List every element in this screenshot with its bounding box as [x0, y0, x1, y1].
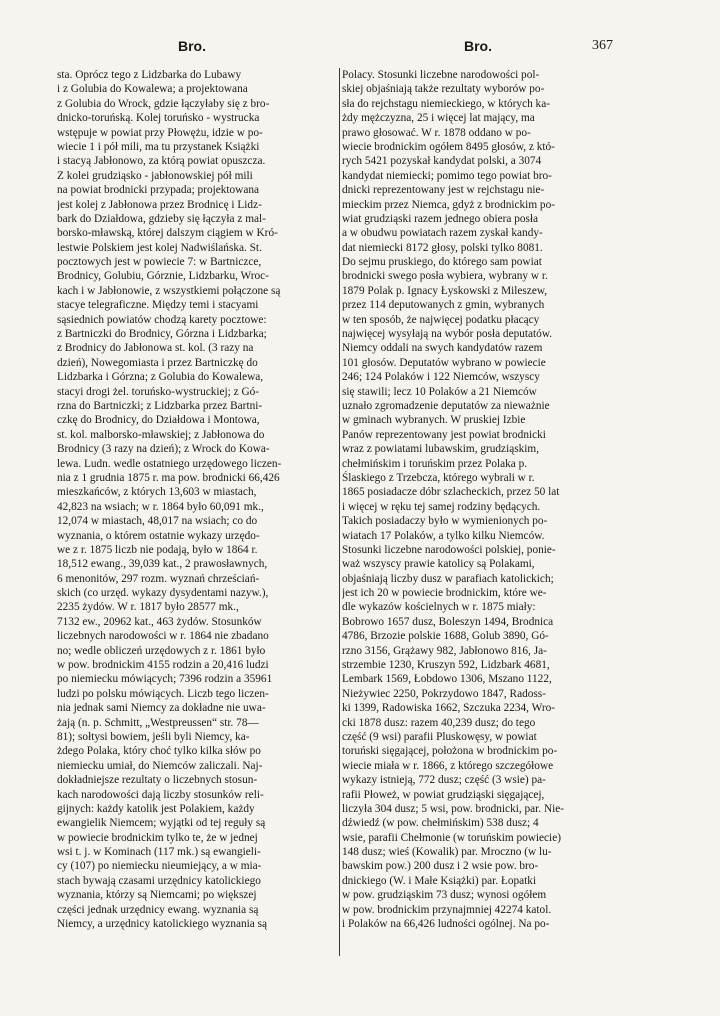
text-line: kach narodowości dają liczby stosunków reli- [57, 788, 264, 801]
text-line: wstępuje w powiat przy Płowężu, idzie w po- [57, 126, 263, 139]
text-line: 42,823 na wsiach; w r. 1864 było 60,091 mk., [57, 500, 264, 513]
text-line: st. kol. malborsko-mławskiej; z Jabłonowa do [57, 428, 265, 441]
text-line: Niemcy, a urzędnicy katolickiego wyznania są [57, 918, 268, 931]
text-line: Stosunki liczebne narodowości polskiej, ponie- [342, 543, 556, 556]
text-line: stacyi drogi żel. toruńsko-wystruckiej; z Gó- [57, 385, 260, 398]
text-line: Z kolei grudziąsko - jabłonowskiej pół mili [57, 169, 253, 182]
text-line: bark do Działdowa, gdzieby się łączyła z mal- [57, 212, 266, 225]
text-line: wyznania, o którem ostatnie wykazy urzędo- [57, 529, 260, 542]
left-text-column [57, 68, 339, 931]
text-line: rzna do Bartniczki; z Lidzbarka przez Bartni- [57, 399, 263, 412]
running-head-right: Bro. [464, 38, 492, 54]
text-line: prawo głosować. W r. 1878 oddano w po- [342, 126, 531, 139]
text-line: liczyła 304 dusz; 5 wsi, pow. brodnicki, par. Nie- [342, 802, 565, 815]
text-line: żdy mężczyzna, 25 i więcej lat mający, ma [342, 112, 535, 125]
text-line: rafii Płoweż, w powiat grudziąski sięgającej, [342, 788, 545, 801]
text-line: w pow. brodnickim 4155 rodzin a 20,416 ludzi [57, 659, 269, 672]
text-line: dźwiedź (w pow. chełmińskim) 538 dusz; 4 [342, 817, 539, 830]
text-line: kandydat niemiecki; pomimo tego powiat bro- [342, 169, 552, 182]
text-line: nia jednak sami Niemcy za dokładne nie uwa- [57, 702, 266, 715]
text-line: 148 dusz; wieś (Kowalik) par. Mroczno (w lu- [342, 846, 552, 859]
text-line: cy (107) po niemiecku nieumiejący, a w mia- [57, 860, 262, 873]
text-line: 2235 żydów. W r. 1817 było 28577 mk., [57, 601, 239, 614]
text-line: Lidzbarka i Górzna; z Golubia do Kowalewa, [57, 371, 264, 384]
text-line: dnicko-toruńską. Kolej toruńsko - wystrucka [57, 112, 260, 125]
text-line: żają (n. p. Schmitt, „Westpreussen“ str. 78— [57, 716, 259, 729]
text-line: toruński sięgającej, położona w brodnickim po- [342, 745, 558, 758]
running-head-left: Bro. [178, 38, 206, 54]
text-line: Lembark 1569, Łobdowo 1306, Mszano 1122, [342, 673, 552, 686]
text-line: dle wykazów kościelnych w r. 1875 miały: [342, 601, 536, 614]
text-line: Ślaskiego z Trzebcza, którego wybrali w r. [342, 471, 535, 484]
text-line: dat niemiecki 8172 głosy, polski tylko 8081. [342, 241, 543, 254]
text-line: mieszkańców, z których 13,603 w miastach, [57, 486, 257, 499]
text-line: 1865 posiadacze dóbr szlacheckich, przez 50 lat [342, 486, 560, 499]
text-line: chełmińskim i toruńskim przez Polaka p. [342, 457, 528, 470]
text-line: objaśniają liczby dusz w parafiach katolickich; [342, 572, 554, 585]
column-divider [339, 68, 340, 956]
text-line: brodnicki swego posła wybiera, wybrany w r. [342, 270, 548, 283]
text-line: na powiat brodnicki przypada; projektowana [57, 184, 260, 197]
text-line: 4786, Brzozie polskie 1688, Golub 3890, Gó- [342, 630, 549, 643]
text-line: Brodnicy (3 razy na dzień); z Wrock do Kowa- [57, 443, 270, 456]
text-line: z Bartniczki do Brodnicy, Górzna i Lidzbarka; [57, 328, 267, 341]
text-line: wiecie brodnickim ogółem 8495 głosów, z któ- [342, 140, 555, 153]
text-line: się stawili; lecz 10 Polaków a 21 Niemców [342, 385, 537, 398]
text-line: 81); sołtysi bowiem, jeśli byli Niemcy, ka- [57, 730, 250, 743]
text-line: Panów reprezentowany jest powiat brodnicki [342, 428, 546, 441]
text-line: wiecie 1 i pół mili, ma tu przystanek Książki [57, 140, 260, 153]
text-line: i stacyą Jabłonowo, za którą powiat opuszcza. [57, 155, 266, 168]
text-line: czkę do Brodnicy, do Działdowa i Montowa, [57, 414, 260, 427]
page-header [0, 38, 720, 62]
text-line: 101 głosów. Deputatów wybrano w powiecie [342, 356, 546, 369]
text-line: z Golubia do Wrock, gdzie łączyłaby się z bro- [57, 97, 270, 110]
text-line: w powiecie brodnickim tylko te, że w jednej [57, 831, 258, 844]
text-line: wsie, parafii Chełmonie (w toruńskim powiecie) [342, 831, 561, 844]
text-line: 6 menonitów, 297 rozm. wyznań chrześciań- [57, 572, 260, 585]
text-line: wraz z powiatami lubawskim, grudziąskim, [342, 443, 540, 456]
text-line: w gminach wybranych. W pruskiej Izbie [342, 414, 526, 427]
text-line: wsi t. j. w Kominach (117 mk.) są ewangieli- [57, 846, 261, 859]
text-line: niemiecku umiał, do Niemców zaliczali. Naj- [57, 759, 263, 772]
text-line: w ten sposób, że najwięcej podatku płacący [342, 313, 540, 326]
text-line: lestwie Polskiem jest kolej Nadwiślańska. St. [57, 241, 262, 254]
text-line: i z Golubia do Kowalewa; a projektowana [57, 83, 248, 96]
text-line: stach bywają czasami urzędnicy katolickiego [57, 874, 261, 887]
text-line: waż wszyscy prawie katolicy są Polakami, [342, 558, 535, 571]
text-line: dzień), Nowegomiasta i przez Bartniczkę do [57, 356, 258, 369]
text-line: lewa. Ludn. wedle ostatniego urzędowego liczen- [57, 457, 282, 470]
text-line: strzembie 1230, Kruszyn 592, Lidzbark 4681, [342, 659, 550, 672]
text-line: jest kolej z Jabłonowa przez Brodnicę i Lidz- [57, 198, 262, 211]
text-line: Niemcy oddali na swych kandydatów razem [342, 342, 543, 355]
text-line: po niemiecku mówiących; 7396 rodzin a 35961 [57, 673, 273, 686]
text-line: Do sejmu pruskiego, do którego sam powiat [342, 256, 542, 269]
text-line: uznało zgromadzenie deputatów za nieważnie [342, 399, 550, 412]
text-line: Bobrowo 1657 dusz, Boleszyn 1494, Brodnica [342, 615, 554, 628]
text-line: dokładniejsze rezultaty o liczebnych stosun- [57, 774, 258, 787]
text-line: rzno 3156, Grążawy 982, Jabłonowo 816, Ja- [342, 644, 547, 657]
text-line: kach i w Jabłonowie, z wszystkiemi połączone są [57, 284, 281, 297]
text-line: wiatach 17 Polaków, a tylko kilku Niemców. [342, 529, 545, 542]
text-line: sta. Oprócz tego z Lidzbarka do Lubawy [57, 69, 242, 81]
right-text-column [342, 68, 616, 931]
text-line: 12,074 w miastach, 48,017 na wsiach; co do [57, 515, 258, 528]
text-line: Takich posiadaczy było w wymienionych po- [342, 515, 548, 528]
text-line: 7132 ew., 20962 kat., 463 żydów. Stosunków [57, 615, 262, 628]
text-line: pocztowych jest w powiecie 7: w Bartniczce, [57, 256, 262, 269]
text-line: sła do rejchstagu niemieckiego, w których ka- [342, 97, 550, 110]
text-line: Polacy. Stosunki liczebne narodowości pol- [342, 69, 540, 81]
text-line: rych 5421 pozyskał kandydat polski, a 3074 [342, 155, 542, 168]
text-line: 246; 124 Polaków i 122 Niemców, wszyscy [342, 371, 540, 384]
text-line: wyznania, którzy są Niemcami; po większej [57, 889, 257, 902]
page-number: 367 [592, 38, 613, 53]
text-line: ludzi po polsku mówiących. Liczb tego liczen- [57, 687, 269, 700]
text-line: dnicki reprezentowany jest w rejchstagu nie- [342, 184, 545, 197]
text-line: we z r. 1875 liczb nie podają, było w 1864 r. [57, 543, 258, 556]
text-line: nia z 1 grudnia 1875 r. ma pow. brodnicki 66,426 [57, 471, 280, 484]
text-line: przez 114 deputowanych z gmin, wybranych [342, 299, 545, 312]
text-line: i Polaków na 66,426 ludności ogólnej. Na po- [342, 918, 550, 931]
text-line: część (9 wsi) parafii Pluskowęsy, w powiat [342, 730, 537, 743]
text-line: jest ich 20 w powiecie brodnickim, które we- [342, 587, 547, 600]
text-line: żdego Polaka, który choć tylko kilka słów po [57, 745, 261, 758]
text-line: cki 1878 dusz: razem 40,239 dusz; do tego [342, 716, 536, 729]
text-line: z Brodnicy do Jabłonowa st. kol. (3 razy na [57, 342, 254, 355]
text-line: liczebnych narodowości w r. 1864 nie zbadano [57, 630, 269, 643]
text-line: części jednak urzędnicy ewang. wyznania są [57, 903, 259, 916]
text-line: bawskim pow.) 200 dusz i 2 wsie pow. bro- [342, 860, 539, 873]
text-line: dnickiego (W. i Małe Książki) par. Łopatki [342, 874, 537, 887]
text-line: borsko-mławską, której dalszym ciągiem w Kró- [57, 227, 278, 240]
text-line: 1879 Polak p. Ignacy Łyskowski z Mileszew, [342, 284, 548, 297]
text-line: w pow. brodnickim przynajmniej 42274 katol. [342, 903, 552, 916]
text-line: sąsiednich powiatów chodzą karety pocztowe: [57, 313, 267, 326]
text-line: no; wedle obliczeń urzędowych z r. 1861 było [57, 644, 266, 657]
text-line: skiej objaśniają także rezultaty wyborów po- [342, 83, 545, 96]
text-line: skich (co urzęd. wykazy dysydentami nazyw.), [57, 587, 269, 600]
text-line: 18,512 ewang., 39,039 kat., 2 prawosławnych, [57, 558, 268, 571]
text-line: stacye telegraficzne. Między temi i stacyami [57, 299, 259, 312]
text-line: Nieżywiec 2250, Pokrzydowo 1847, Radoss- [342, 687, 546, 700]
text-line: i więcej w ręku tej samej rodziny będących. [342, 500, 541, 513]
text-line: wykazy istnieją, 772 dusz; część (3 wsie) pa- [342, 774, 546, 787]
text-line: gijnych: każdy katolik jest Polakiem, każdy [57, 802, 255, 815]
text-line: ewangielik Niemcem; wyjątki od tej reguły są [57, 817, 266, 830]
text-line: ki 1399, Radowiska 1662, Szczuka 2234, Wro- [342, 702, 556, 715]
text-line: mieckim przez Niemca, gdyż z brodnickim po- [342, 198, 555, 211]
text-line: Brodnicy, Golubiu, Górznie, Lidzbarku, Wroc- [57, 270, 269, 283]
text-line: wiecie miała w r. 1866, z którego szczegółowe [342, 759, 554, 772]
text-line: najwięcej wysyłają na wybór posła deputatów. [342, 328, 553, 341]
text-line: a w obudwu powiatach razem zyskał kandy- [342, 227, 543, 240]
text-line: wiat grudziąski razem jednego obiera posła [342, 212, 539, 225]
text-line: w pow. grudziąskim 73 dusz; wynosi ogółem [342, 889, 547, 902]
